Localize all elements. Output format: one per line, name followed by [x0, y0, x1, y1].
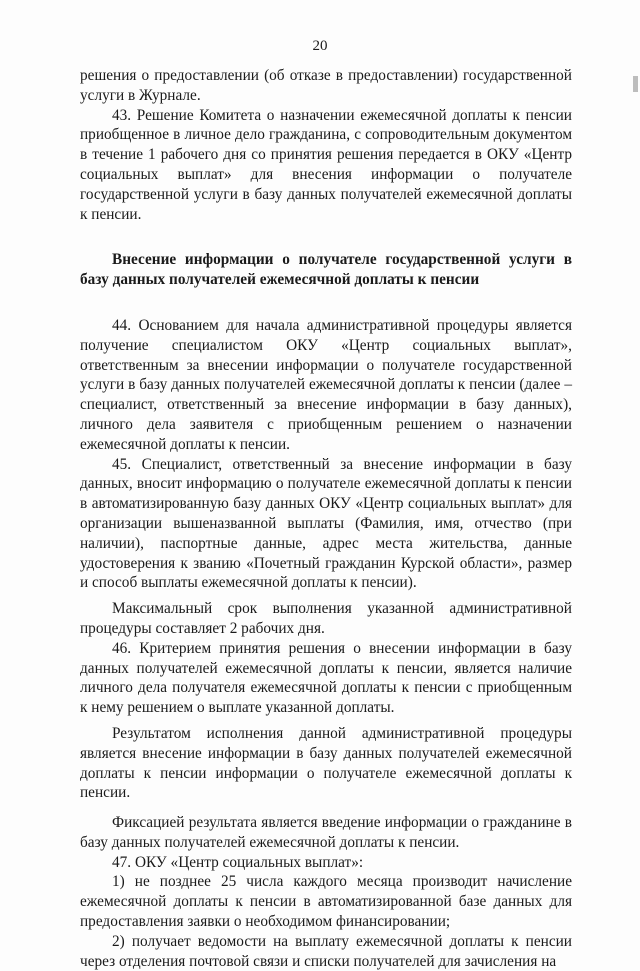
page-number: 20 [312, 38, 328, 54]
paragraph-44: 44. Основанием для начала административной процедуры является получение специалистом ОКУ «Центр социальных выплат», ответственным за внесении информации о получателе государственной услуги в базу данных получателей ежемесячной доплаты к пенсии (далее – специалист, ответственный за внесение информации в базу данных), личного дела заявителя с приобщенным решением о назначении ежемесячной доплаты к пенсии. [80, 316, 572, 453]
paragraph-47-item-2: 2) получает ведомости на выплату ежемесячной доплаты к пенсии через отделения почтовой связи и списки получателей для зачисления на [80, 932, 572, 970]
paragraph-46: 46. Критерием принятия решения о внесении информации в базу данных получателей ежемесячной доплаты к пенсии, является наличие личного дела получателя ежемесячной доплаты к пенсии с приобщенным к нему решением о выплате указанной доплаты. [80, 639, 572, 717]
section-heading: Внесение информации о получателе государственной услуги в базу данных получателей ежемесячной доплаты к пенсии [80, 251, 572, 289]
paragraph-46-fixation: Фиксацией результата является введение информации о гражданине в базу данных получателей ежемесячной доплаты к пенсии. [80, 814, 572, 851]
paragraph-47: 47. ОКУ «Центр социальных выплат»: [112, 853, 364, 871]
paragraph-45: 45. Специалист, ответственный за внесение информации в базу данных, вносит информацию о получателе ежемесячной доплаты к пенсии в автоматизированную базу данных ОКУ «Центр социальных выплат» для организации вышеназванной выплаты (Фамилия, имя, отчество (при наличии), паспортные данные, адрес места жительства, данные удостоверения к званию «Почетный гражданин Курской области», размер и способ выплаты ежемесячной доплаты к пенсии). [80, 455, 572, 592]
scan-edge-mark [633, 76, 638, 92]
document-body [80, 66, 572, 971]
paragraph-43: 43. Решение Комитета о назначении ежемесячной доплаты к пенсии приобщенное в личное дело гражданина, с сопроводительным документом в течение 1 рабочего дня со принятия решения передается в ОКУ «Центр социальных выплат» для внесения информации о получателе государственной услуги в базу данных получателей ежемесячной доплаты к пенсии. [80, 106, 572, 223]
paragraph-45-term: Максимальный срок выполнения указанной административной процедуры составляет 2 рабочих дня. [80, 600, 572, 637]
paragraph-46-result: Результатом исполнения данной административной процедуры является внесение информации в базу данных получателей ежемесячной доплаты к пенсии информации о получателе ежемесячной доплаты к пенсии. [80, 724, 572, 802]
paragraph-47-item-1: 1) не позднее 25 числа каждого месяца производит начисление ежемесячной доплаты к пенсии в автоматизированной базе данных для предоставления заявки о необходимом финансировании; [80, 873, 572, 931]
paragraph-continuation: решения о предоставлении (об отказе в предоставлении) государственной услуги в Журнале. [80, 67, 572, 104]
